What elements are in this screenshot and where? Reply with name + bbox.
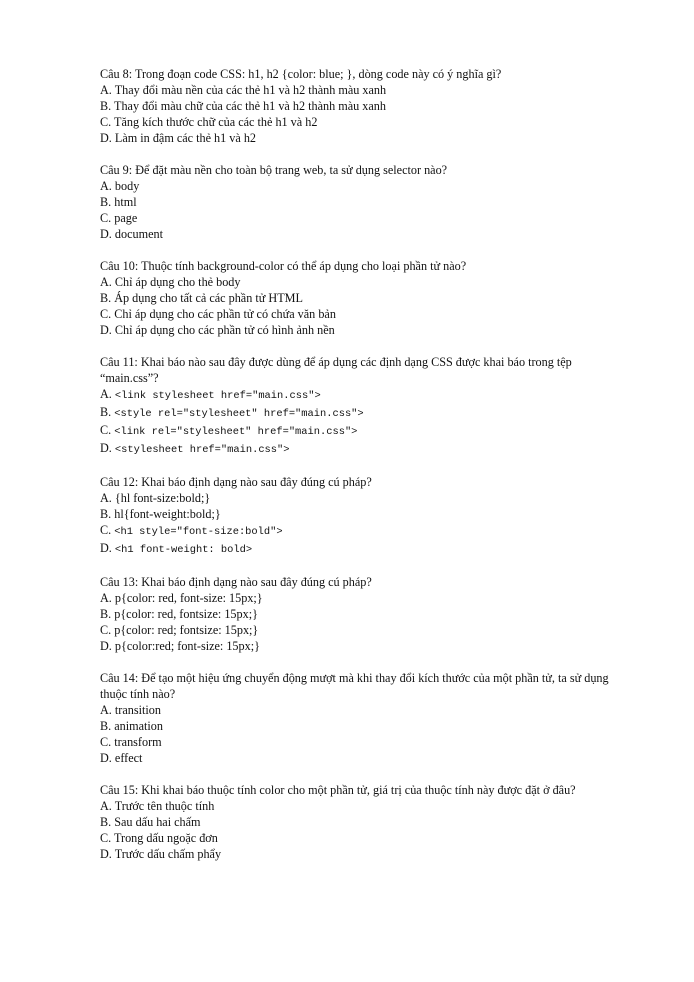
option-b: B. html [100, 195, 137, 209]
question-text: Câu 13: Khai báo định dạng nào sau đây đúng cú pháp? [100, 575, 372, 589]
option-b: B. animation [100, 719, 163, 733]
question-11 [100, 354, 630, 458]
question-text: Câu 12: Khai báo định dạng nào sau đây đúng cú pháp? [100, 475, 372, 489]
question-12 [100, 474, 630, 558]
option-c: C. p{color: red; fontsize: 15px;} [100, 623, 259, 637]
option-d: D. <stylesheet href="main.css"> [100, 441, 290, 456]
option-a: A. <link stylesheet href="main.css"> [100, 387, 321, 402]
question-13 [100, 574, 630, 654]
option-b: B. <style rel="stylesheet" href="main.css"> [100, 405, 364, 420]
question-9 [100, 162, 630, 242]
question-text: Câu 14: Để tạo một hiệu ứng chuyển động mượt mà khi thay đổi kích thước của một phần tử, ta sử dụng thuộc tính nào? [100, 671, 609, 701]
question-text: Câu 15: Khi khai báo thuộc tính color cho một phần tử, giá trị của thuộc tính này được đặt ở đâu? [100, 783, 576, 797]
option-d: D. effect [100, 751, 143, 765]
question-text: Câu 8: Trong đoạn code CSS: h1, h2 {color: blue; }, dòng code này có ý nghĩa gì? [100, 67, 502, 81]
option-b: B. Áp dụng cho tất cả các phần tử HTML [100, 291, 303, 305]
option-b: B. hl{font-weight:bold;} [100, 507, 221, 521]
question-text: Câu 9: Để đặt màu nền cho toàn bộ trang web, ta sử dụng selector nào? [100, 163, 448, 177]
option-d: D. Trước dấu chấm phẩy [100, 847, 222, 861]
option-c: C. Tăng kích thước chữ của các thẻ h1 và h2 [100, 115, 318, 129]
option-a: A. body [100, 179, 140, 193]
option-c: C. transform [100, 735, 162, 749]
option-c: C. <link rel="stylesheet" href="main.css"> [100, 423, 358, 438]
option-a: A. p{color: red, font-size: 15px;} [100, 591, 263, 605]
option-c: C. Trong dấu ngoặc đơn [100, 831, 218, 845]
option-d: D. document [100, 227, 163, 241]
question-8 [100, 66, 630, 146]
option-a: A. Trước tên thuộc tính [100, 799, 215, 813]
question-10 [100, 258, 630, 338]
option-d: D. <h1 font-weight: bold> [100, 541, 253, 556]
option-b: B. Sau dấu hai chấm [100, 815, 201, 829]
option-c: C. Chỉ áp dụng cho các phần tử có chứa văn bản [100, 307, 336, 321]
option-a: A. Chỉ áp dụng cho thẻ body [100, 275, 241, 289]
question-14 [100, 670, 630, 766]
option-a: A. transition [100, 703, 161, 717]
option-c: C. page [100, 211, 138, 225]
option-b: B. Thay đổi màu chữ của các thẻ h1 và h2 thành màu xanh [100, 99, 386, 113]
option-d: D. Chỉ áp dụng cho các phần tử có hình ảnh nền [100, 323, 335, 337]
option-a: A. {hl font-size:bold;} [100, 491, 211, 505]
option-c: C. <h1 style="font-size:bold"> [100, 523, 283, 538]
option-d: D. p{color:red; font-size: 15px;} [100, 639, 260, 653]
option-b: B. p{color: red, fontsize: 15px;} [100, 607, 258, 621]
quiz-document [100, 66, 630, 878]
question-15 [100, 782, 630, 862]
question-text: Câu 10: Thuộc tính background-color có thể áp dụng cho loại phần tử nào? [100, 259, 467, 273]
option-d: D. Làm in đậm các thẻ h1 và h2 [100, 131, 257, 145]
option-a: A. Thay đổi màu nền của các thẻ h1 và h2 thành màu xanh [100, 83, 387, 97]
question-text: Câu 11: Khai báo nào sau đây được dùng để áp dụng các định dạng CSS được khai báo trong tệp “main.css”? [100, 355, 572, 385]
